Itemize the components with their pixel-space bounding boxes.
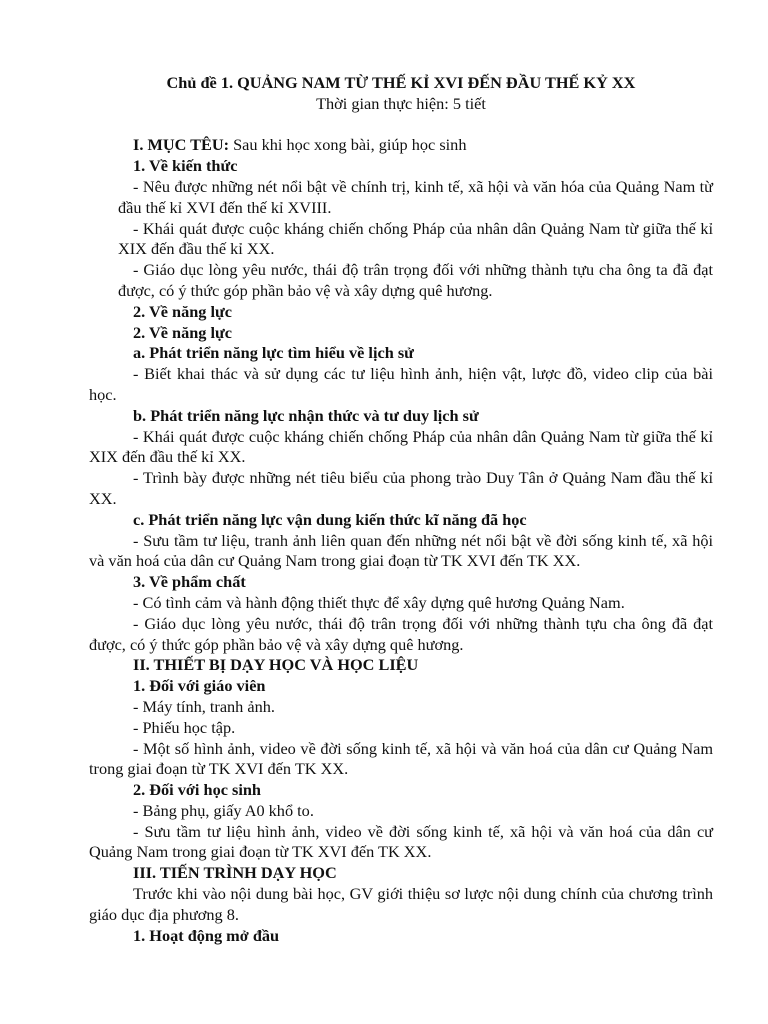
competence-a-heading: a. Phát triển năng lực tìm hiểu về lịch sử bbox=[133, 343, 414, 363]
student-item-1: - Bảng phụ, giấy A0 khổ to. bbox=[133, 800, 314, 820]
knowledge-heading: 1. Về kiến thức bbox=[133, 156, 238, 176]
section-1-heading-line bbox=[89, 135, 713, 156]
student-heading: 2. Đối với học sinh bbox=[133, 780, 261, 800]
teacher-item-3: - Một số hình ảnh, video về đời sống kinh tế, xã hội và văn hoá của dân cư Quảng Nam trong giai đoạn từ TK XVI đến TK XX. bbox=[89, 738, 713, 779]
section-1-intro: Sau khi học xong bài, giúp học sinh bbox=[229, 135, 467, 155]
section-2-heading: II. THIẾT BỊ DẠY HỌC VÀ HỌC LIỆU bbox=[133, 655, 419, 675]
section-1-heading: I. MỤC TÊU: bbox=[133, 135, 230, 155]
knowledge-item-2: - Khái quát được cuộc kháng chiến chống Pháp của nhân dân Quảng Nam từ giữa thế kỉ XIX đến đầu thế kỉ XX. bbox=[118, 218, 713, 259]
opening-activity-heading: 1. Hoạt động mở đầu bbox=[133, 925, 280, 945]
competence-heading-1: 2. Về năng lực bbox=[133, 301, 233, 321]
competence-c-item-1: - Sưu tầm tư liệu, tranh ảnh liên quan đến những nét nổi bật về đời sống kinh tế, xã hội và văn hoá của dân cư Quảng Nam trong giai đoạn từ TK XVI đến TK XX. bbox=[89, 530, 713, 571]
competence-a-item-1: - Biết khai thác và sử dụng các tư liệu hình ảnh, hiện vật, lược đồ, video clip của bài học. bbox=[89, 364, 713, 404]
student-item-2: - Sưu tầm tư liệu hình ảnh, video về đời sống kinh tế, xã hội và văn hoá của dân cư Quảng Nam trong giai đoạn từ TK XVI đến TK XX. bbox=[89, 821, 713, 862]
teacher-heading: 1. Đối với giáo viên bbox=[133, 676, 266, 696]
teacher-item-1: - Máy tính, tranh ảnh. bbox=[133, 696, 275, 716]
teacher-item-2: - Phiếu học tập. bbox=[133, 717, 236, 737]
qualities-item-1: - Có tình cảm và hành động thiết thực để xây dựng quê hương Quảng Nam. bbox=[133, 592, 625, 612]
competence-b-heading: b. Phát triển năng lực nhận thức và tư duy lịch sử bbox=[133, 405, 479, 425]
competence-b-item-1: - Khái quát được cuộc kháng chiến chống Pháp của nhân dân Quảng Nam từ giữa thế kỉ XIX đến đầu thế kỉ XX. bbox=[89, 426, 713, 467]
section-3-intro: Trước khi vào nội dung bài học, GV giới thiệu sơ lược nội dung chính của chương trình giáo dục địa phương 8. bbox=[89, 884, 713, 924]
knowledge-item-3: - Giáo dục lòng yêu nước, thái độ trân trọng đối với những thành tựu cha ông ta đã đạt được, có ý thức góp phần bảo vệ và xây dựng quê hương. bbox=[118, 260, 713, 300]
competence-heading-2: 2. Về năng lực bbox=[133, 322, 233, 342]
document-title: Chủ đề 1. QUẢNG NAM TỪ THẾ KỈ XVI ĐẾN ĐẦU THẾ KỶ XX bbox=[166, 73, 636, 92]
document-subtitle: Thời gian thực hiện: 5 tiết bbox=[316, 93, 486, 113]
document-page bbox=[89, 73, 713, 946]
qualities-heading: 3. Về phẩm chất bbox=[133, 572, 246, 592]
knowledge-item-1: - Nêu được những nét nổi bật về chính trị, kinh tế, xã hội và văn hóa của Quảng Nam từ đầu thế kỉ XVI đến thế kỉ XVIII. bbox=[118, 176, 713, 217]
qualities-item-2: - Giáo dục lòng yêu nước, thái độ trân trọng đối với những thành tựu cha ông đã đạt được, có ý thức góp phần bảo vệ và xây dựng quê hương. bbox=[89, 613, 713, 654]
section-3-heading: III. TIẾN TRÌNH DẠY HỌC bbox=[133, 863, 337, 883]
competence-b-item-2: - Trình bày được những nét tiêu biểu của phong trào Duy Tân ở Quảng Nam đầu thế kỉ XX. bbox=[89, 468, 713, 508]
competence-c-heading: c. Phát triển năng lực vận dung kiến thức kĩ năng đã học bbox=[133, 509, 527, 529]
